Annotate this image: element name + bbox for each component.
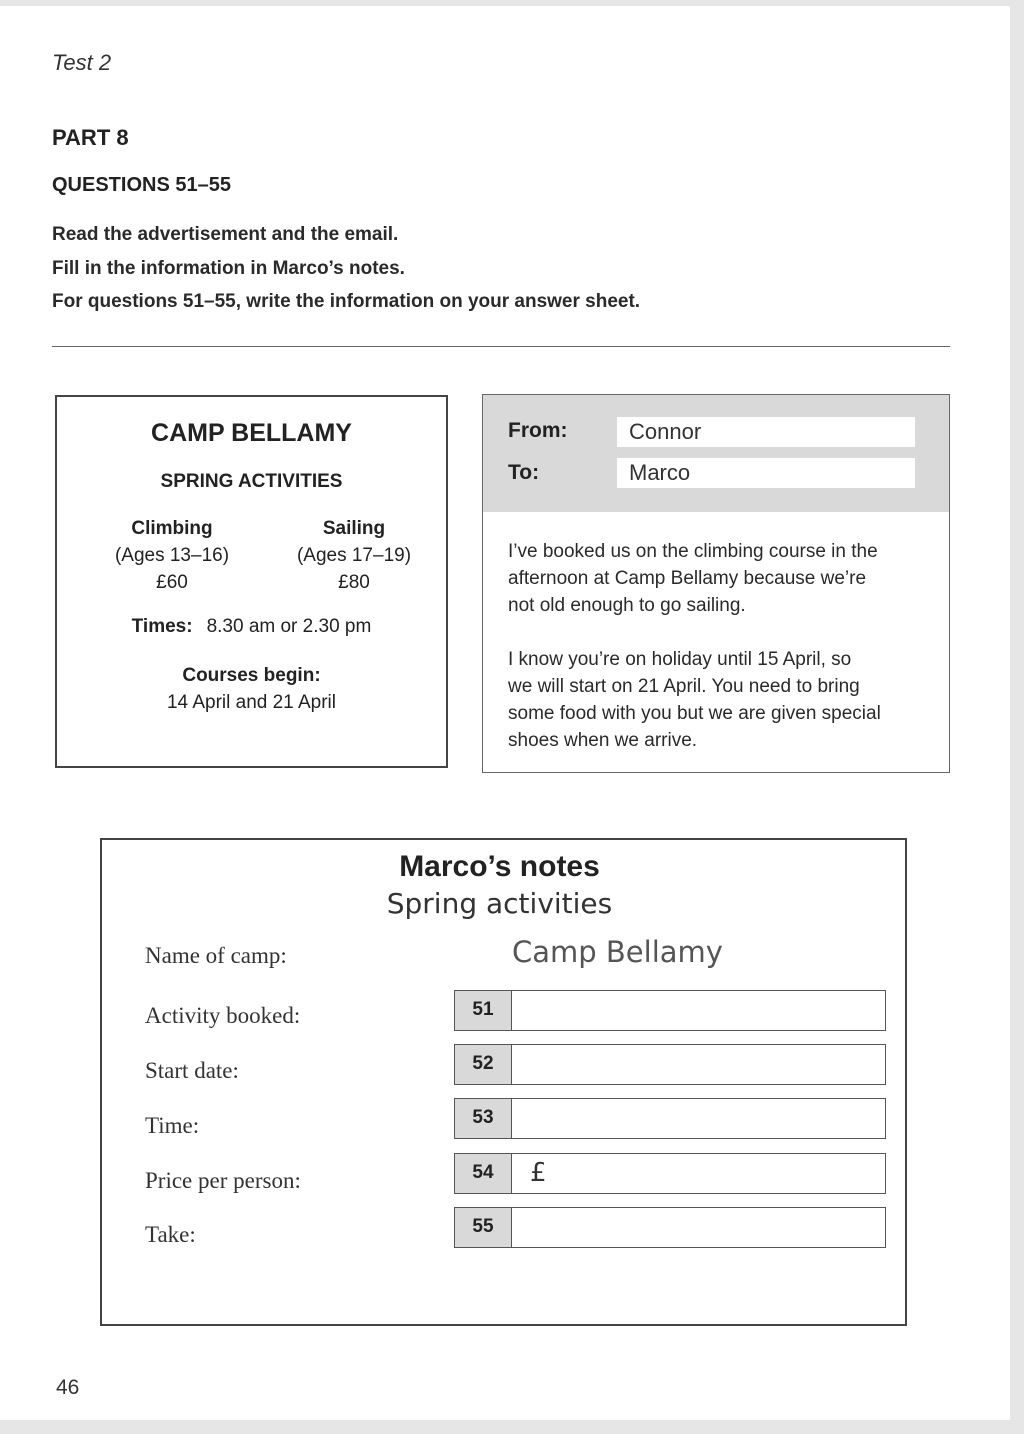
row-label: Time: (145, 1113, 200, 1138)
email (482, 394, 950, 773)
page-number: 46 (56, 1376, 80, 1399)
questions-heading: QUESTIONS 51–55 (52, 174, 231, 196)
email-from-field: Connor (617, 417, 915, 447)
activity-price: £60 (156, 572, 188, 593)
row-label: Start date: (145, 1058, 239, 1083)
divider (52, 346, 950, 347)
email-from-label: From: (508, 419, 568, 442)
activity-name: Sailing (322, 518, 386, 539)
advert-times (57, 616, 446, 638)
answer-field-51[interactable] (454, 990, 886, 1031)
question-number: 53 (455, 1099, 512, 1138)
email-line: not old enough to go sailing. (508, 595, 746, 616)
activity-price: £80 (338, 572, 370, 593)
advertisement (55, 395, 448, 768)
activity-ages: (Ages 13–16) (114, 545, 230, 566)
times-label: Times: (131, 616, 193, 637)
email-line: shoes when we arrive. (508, 730, 698, 751)
question-number: 52 (455, 1045, 512, 1084)
row-label: Take: (145, 1222, 196, 1247)
advert-subtitle: SPRING ACTIVITIES (160, 471, 343, 492)
question-number: 55 (455, 1208, 512, 1247)
answer-prefix: £ (530, 1158, 547, 1188)
email-paragraph (508, 646, 933, 754)
camp-name-value: Camp Bellamy (512, 935, 723, 969)
email-to-field: Marco (617, 458, 915, 488)
notes-subtitle: Spring activities (386, 887, 613, 920)
email-line: some food with you but we are given special (508, 703, 881, 724)
advert-title: CAMP BELLAMY (151, 419, 352, 447)
activity-name: Climbing (131, 518, 213, 539)
instruction-line: Fill in the information in Marco’s notes. (52, 258, 405, 279)
begin-label: Courses begin: (182, 665, 321, 686)
activity-climbing (97, 515, 247, 596)
instruction-line: For questions 51–55, write the information on your answer sheet. (52, 291, 641, 312)
notes-title: Marco’s notes (399, 850, 600, 883)
email-line: afternoon at Camp Bellamy because we’re (508, 568, 867, 589)
answer-field-54[interactable] (454, 1153, 886, 1194)
camp-name-label: Name of camp: (145, 943, 287, 968)
part-heading: PART 8 (52, 125, 129, 150)
email-header (483, 395, 949, 512)
advert-courses-begin (57, 662, 446, 716)
email-line: we will start on 21 April. You need to bring (508, 676, 860, 697)
instruction-line: Read the advertisement and the email. (52, 224, 399, 245)
test-label: Test 2 (52, 50, 112, 75)
answer-field-53[interactable] (454, 1098, 886, 1139)
times-value: 8.30 am or 2.30 pm (206, 616, 372, 637)
activity-ages: (Ages 17–19) (296, 545, 412, 566)
page (0, 6, 1010, 1420)
activity-sailing (279, 515, 429, 596)
question-number: 51 (455, 991, 512, 1030)
question-number: 54 (455, 1154, 512, 1193)
answer-field-55[interactable] (454, 1207, 886, 1248)
email-line: I’ve booked us on the climbing course in the (508, 541, 878, 562)
email-line: I know you’re on holiday until 15 April, so (508, 649, 852, 670)
marcos-notes (100, 838, 907, 1326)
begin-value: 14 April and 21 April (166, 692, 336, 713)
email-to-label: To: (508, 461, 540, 484)
row-label: Activity booked: (145, 1003, 301, 1028)
row-label: Price per person: (145, 1168, 301, 1193)
email-paragraph (508, 538, 933, 619)
answer-field-52[interactable] (454, 1044, 886, 1085)
